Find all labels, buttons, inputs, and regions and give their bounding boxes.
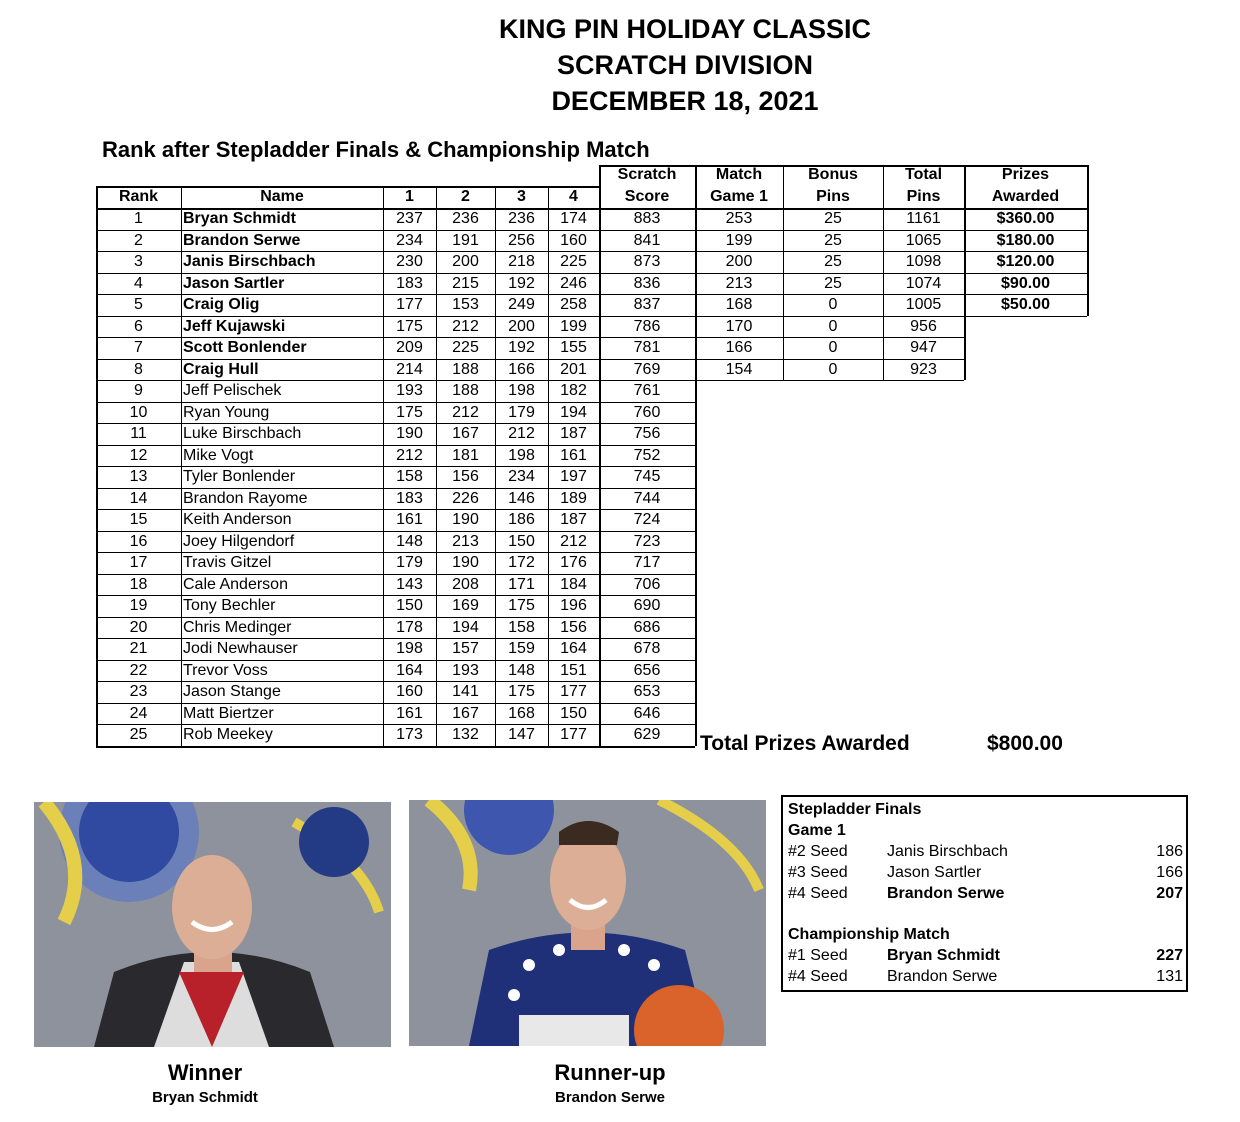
row-game-3: 192 (508, 339, 535, 356)
grid-line (783, 165, 784, 380)
row-game-3: 172 (508, 554, 535, 571)
grid-line (599, 165, 1087, 167)
row-rank: 8 (134, 360, 143, 378)
step-score: 131 (1156, 968, 1183, 985)
row-total: 1098 (905, 253, 942, 270)
grid-line (96, 186, 98, 746)
row-prize: $180.00 (996, 231, 1055, 249)
row-game-2: 167 (452, 704, 479, 722)
row-name: Tony Bechler (183, 597, 276, 614)
row-rank: 22 (129, 661, 148, 679)
row-game-1: 173 (396, 726, 423, 743)
row-scratch: 781 (633, 339, 661, 356)
grid-line (96, 724, 695, 725)
row-game-3: 234 (508, 468, 535, 485)
total-prizes-value: $800.00 (987, 732, 1063, 755)
row-game-4: 164 (560, 640, 587, 657)
header-match-line2: Game 1 (710, 188, 768, 205)
row-game-2: 225 (452, 339, 479, 356)
row-match: 154 (725, 360, 753, 378)
row-game-4: 194 (560, 403, 587, 421)
row-game-1: 198 (396, 640, 423, 657)
row-game-2: 213 (452, 532, 479, 550)
row-game-1: 183 (396, 489, 423, 507)
grid-line (883, 165, 884, 380)
row-game-1: 193 (396, 382, 423, 399)
row-bonus: 25 (824, 231, 842, 249)
row-game-2: 169 (452, 597, 479, 614)
row-game-1: 164 (396, 661, 423, 679)
runner-up-name: Brandon Serwe (554, 1089, 666, 1106)
row-name: Jason Stange (183, 683, 281, 700)
row-game-3: 186 (508, 511, 535, 528)
grid-line (96, 681, 695, 682)
grid-line (96, 552, 695, 553)
row-game-3: 256 (508, 231, 535, 249)
row-scratch: 723 (633, 532, 661, 550)
row-rank: 10 (129, 403, 148, 421)
row-bonus: 25 (824, 253, 842, 270)
row-name: Jodi Newhauser (183, 640, 298, 657)
row-game-1: 160 (396, 683, 423, 700)
header-total-line2: Pins (906, 188, 941, 205)
row-rank: 12 (129, 446, 148, 464)
grid-line (548, 186, 549, 746)
row-total: 1065 (905, 231, 942, 249)
row-name: Ryan Young (183, 403, 270, 421)
row-scratch: 656 (633, 661, 661, 679)
row-game-3: 175 (508, 597, 535, 614)
row-game-1: 175 (396, 403, 423, 421)
row-name: Jeff Kujawski (183, 317, 286, 335)
grid-line (96, 359, 964, 360)
row-match: 200 (725, 253, 753, 270)
row-game-2: 215 (452, 274, 479, 292)
row-game-3: 147 (508, 726, 535, 743)
row-game-4: 246 (560, 274, 587, 292)
row-scratch: 745 (633, 468, 661, 485)
grid-line (436, 186, 437, 746)
row-game-4: 161 (560, 446, 587, 464)
grid-line (96, 316, 1087, 317)
row-game-3: 148 (508, 661, 535, 679)
standings-subtitle: Rank after Stepladder Finals & Championship Match (102, 137, 650, 162)
division-title: SCRATCH DIVISION (556, 50, 813, 80)
header-scratch-line2: Score (624, 188, 670, 205)
row-game-4: 176 (560, 554, 587, 571)
row-game-3: 212 (508, 425, 535, 442)
row-prize: $50.00 (1001, 296, 1050, 313)
row-rank: 7 (134, 339, 143, 356)
row-scratch: 690 (633, 597, 661, 614)
row-game-4: 184 (560, 575, 587, 593)
grid-line (96, 380, 964, 381)
row-name: Trevor Voss (183, 661, 268, 679)
row-game-3: 168 (508, 704, 535, 722)
row-game-1: 237 (396, 210, 423, 227)
header-g4: 4 (569, 188, 578, 205)
grid-line (964, 165, 966, 380)
step-score: 186 (1156, 843, 1183, 860)
row-game-4: 196 (560, 597, 587, 614)
row-total: 1074 (905, 274, 942, 292)
grid-line (96, 574, 695, 575)
step-score: 227 (1156, 947, 1183, 964)
row-rank: 13 (129, 468, 148, 485)
header-prizes-line2: Awarded (991, 188, 1060, 205)
game1-label: Game 1 (788, 822, 846, 839)
row-game-2: 236 (452, 210, 479, 227)
step-name: Jason Sartler (887, 864, 982, 881)
row-name: Mike Vogt (183, 446, 254, 464)
grid-line (96, 488, 695, 489)
row-game-4: 174 (560, 210, 587, 227)
row-match: 168 (725, 296, 753, 313)
row-game-1: 179 (396, 554, 423, 571)
row-scratch: 678 (633, 640, 661, 657)
row-name: Janis Birschbach (183, 253, 316, 270)
grid-line (695, 165, 697, 746)
row-game-3: 192 (508, 274, 535, 292)
grid-line (96, 595, 695, 596)
row-game-2: 157 (452, 640, 479, 657)
grid-line (96, 509, 695, 510)
step-seed: #4 Seed (788, 885, 848, 902)
row-scratch: 744 (633, 489, 661, 507)
row-rank: 3 (134, 253, 143, 270)
row-match: 213 (725, 274, 753, 292)
row-game-4: 150 (560, 704, 587, 722)
row-game-1: 234 (396, 231, 423, 249)
row-scratch: 653 (633, 683, 661, 700)
row-game-1: 212 (396, 446, 423, 464)
row-name: Bryan Schmidt (183, 210, 296, 227)
row-game-2: 194 (452, 618, 479, 636)
row-name: Rob Meekey (183, 726, 273, 743)
championship-label: Championship Match (788, 926, 950, 943)
step-name: Bryan Schmidt (887, 947, 1000, 964)
row-game-3: 146 (508, 489, 535, 507)
row-rank: 11 (130, 425, 147, 442)
grid-line (96, 466, 695, 467)
step-name: Brandon Serwe (887, 968, 998, 985)
row-game-4: 199 (560, 317, 587, 335)
header-match-line1: Match (715, 166, 763, 183)
row-bonus: 0 (828, 296, 838, 313)
row-scratch: 841 (633, 231, 661, 249)
row-game-3: 236 (508, 210, 535, 227)
row-name: Brandon Serwe (183, 231, 301, 249)
row-rank: 2 (134, 231, 143, 249)
row-match: 166 (725, 339, 753, 356)
grid-line (96, 402, 695, 403)
row-rank: 25 (129, 726, 148, 743)
row-game-2: 132 (452, 726, 479, 743)
step-score: 166 (1156, 864, 1183, 881)
grid-line (96, 746, 695, 748)
row-game-2: 181 (452, 446, 479, 464)
header-prizes-line1: Prizes (1001, 166, 1050, 183)
row-scratch: 752 (633, 446, 661, 464)
row-game-1: 143 (396, 575, 423, 593)
step-seed: #4 Seed (788, 968, 848, 985)
winner-photo (34, 802, 391, 1047)
row-game-4: 212 (560, 532, 587, 550)
row-match: 170 (725, 317, 753, 335)
total-prizes-label: Total Prizes Awarded (700, 732, 910, 755)
grid-line (383, 186, 384, 746)
row-game-3: 249 (508, 296, 535, 313)
grid-line (96, 703, 695, 704)
row-match: 199 (725, 231, 753, 249)
winner-name: Bryan Schmidt (152, 1089, 258, 1106)
row-bonus: 25 (824, 210, 842, 227)
row-game-2: 226 (452, 489, 479, 507)
row-name: Brandon Rayome (183, 489, 308, 507)
row-rank: 14 (129, 489, 148, 507)
grid-line (96, 445, 695, 446)
header-scratch-line1: Scratch (617, 166, 677, 183)
event-title: KING PIN HOLIDAY CLASSIC (498, 14, 872, 44)
row-game-1: 175 (396, 317, 423, 335)
row-total: 947 (910, 339, 937, 356)
row-game-4: 156 (560, 618, 587, 636)
row-game-4: 151 (560, 661, 587, 679)
row-scratch: 724 (633, 511, 661, 528)
row-game-3: 158 (508, 618, 535, 636)
step-seed: #1 Seed (788, 947, 848, 964)
row-scratch: 786 (633, 317, 661, 335)
grid-line (96, 617, 695, 618)
step-name: Brandon Serwe (887, 885, 1005, 902)
row-game-1: 183 (396, 274, 423, 292)
row-game-3: 175 (508, 683, 535, 700)
row-rank: 15 (129, 511, 148, 528)
row-rank: 17 (129, 554, 148, 571)
row-total: 1005 (905, 296, 942, 313)
row-game-3: 198 (508, 446, 535, 464)
row-game-2: 188 (452, 360, 479, 378)
row-game-4: 197 (560, 468, 587, 485)
row-game-2: 212 (452, 317, 479, 335)
row-game-4: 187 (560, 425, 587, 442)
row-game-4: 189 (560, 489, 587, 507)
row-game-4: 201 (560, 360, 587, 378)
row-game-3: 179 (508, 403, 535, 421)
runner-up-photo (409, 800, 766, 1046)
row-name: Cale Anderson (183, 575, 288, 593)
row-game-2: 190 (452, 511, 479, 528)
row-game-3: 166 (508, 360, 535, 378)
row-rank: 23 (129, 683, 148, 700)
row-game-3: 159 (508, 640, 535, 657)
row-rank: 21 (129, 640, 148, 657)
stepladder-results (781, 795, 1188, 992)
standings-table (96, 165, 1088, 743)
row-rank: 24 (129, 704, 148, 722)
row-game-2: 153 (452, 296, 479, 313)
row-game-1: 214 (396, 360, 423, 378)
row-rank: 16 (129, 532, 148, 550)
row-game-2: 208 (452, 575, 479, 593)
row-game-1: 209 (396, 339, 423, 356)
row-name: Craig Hull (183, 360, 259, 378)
row-game-4: 160 (560, 231, 587, 249)
row-game-4: 258 (560, 296, 587, 313)
row-name: Joey Hilgendorf (183, 532, 295, 550)
row-scratch: 873 (633, 253, 661, 270)
row-game-3: 171 (508, 575, 535, 593)
row-bonus: 0 (828, 317, 838, 335)
header-name: Name (260, 188, 304, 205)
header-g1: 1 (405, 188, 414, 205)
row-name: Tyler Bonlender (183, 468, 296, 485)
row-bonus: 0 (828, 339, 838, 356)
row-rank: 9 (134, 382, 143, 399)
row-rank: 6 (134, 317, 143, 335)
row-game-3: 198 (508, 382, 535, 399)
header-rank: Rank (118, 188, 159, 205)
row-scratch: 883 (633, 210, 661, 227)
row-game-3: 218 (508, 253, 535, 270)
row-rank: 4 (134, 274, 143, 292)
row-bonus: 0 (828, 360, 838, 378)
grid-line (96, 531, 695, 532)
row-game-4: 177 (560, 726, 587, 743)
row-scratch: 836 (633, 274, 661, 292)
row-game-1: 161 (396, 511, 423, 528)
row-total: 923 (910, 360, 937, 378)
row-scratch: 706 (633, 575, 661, 593)
grid-line (96, 638, 695, 639)
row-total: 956 (910, 317, 937, 335)
row-rank: 20 (129, 618, 148, 636)
row-game-4: 155 (560, 339, 587, 356)
row-game-2: 167 (452, 425, 479, 442)
grid-line (96, 186, 599, 188)
row-game-3: 200 (508, 317, 535, 335)
row-rank: 19 (129, 597, 148, 614)
row-game-4: 177 (560, 683, 587, 700)
event-date: DECEMBER 18, 2021 (551, 86, 819, 116)
row-game-2: 193 (452, 661, 479, 679)
row-prize: $360.00 (996, 210, 1055, 227)
row-rank: 5 (134, 296, 143, 313)
row-name: Craig Olig (183, 296, 260, 313)
row-game-3: 150 (508, 532, 535, 550)
header-bonus-line2: Pins (816, 188, 850, 205)
row-scratch: 756 (633, 425, 661, 442)
step-name: Janis Birschbach (887, 843, 1008, 860)
grid-line (96, 660, 695, 661)
row-game-1: 161 (396, 704, 423, 722)
row-match: 253 (725, 210, 753, 227)
row-name: Travis Gitzel (183, 554, 272, 571)
row-game-2: 188 (452, 382, 479, 399)
row-bonus: 25 (824, 274, 842, 292)
row-name: Matt Biertzer (183, 704, 274, 722)
grid-line (96, 251, 1087, 252)
row-name: Luke Birschbach (183, 425, 302, 442)
winner-caption: Winner (167, 1060, 243, 1085)
step-seed: #3 Seed (788, 864, 848, 881)
grid-line (599, 165, 601, 746)
row-game-4: 225 (560, 253, 587, 270)
row-name: Keith Anderson (183, 511, 292, 528)
row-game-4: 182 (560, 382, 587, 399)
row-game-1: 150 (396, 597, 423, 614)
row-game-4: 187 (560, 511, 587, 528)
row-scratch: 761 (633, 382, 661, 399)
row-game-2: 190 (452, 554, 479, 571)
row-game-1: 148 (396, 532, 423, 550)
grid-line (96, 273, 1087, 274)
row-total: 1161 (906, 210, 941, 227)
row-scratch: 629 (633, 726, 661, 743)
row-rank: 1 (134, 210, 143, 227)
grid-line (96, 208, 1087, 210)
row-name: Jeff Pelischek (183, 382, 282, 399)
row-game-2: 156 (452, 468, 479, 485)
row-game-1: 230 (396, 253, 423, 270)
runner-up-caption: Runner-up (554, 1060, 666, 1085)
grid-line (495, 186, 496, 746)
step-score: 207 (1156, 885, 1183, 902)
row-name: Scott Bonlender (183, 339, 307, 356)
row-rank: 18 (129, 575, 148, 593)
grid-line (96, 423, 695, 424)
row-prize: $120.00 (996, 253, 1055, 270)
row-game-2: 141 (452, 683, 479, 700)
row-game-1: 178 (396, 618, 423, 636)
row-game-2: 200 (452, 253, 479, 270)
grid-line (1087, 165, 1089, 316)
row-scratch: 769 (633, 360, 661, 378)
stepladder-title: Stepladder Finals (788, 801, 922, 818)
row-game-2: 191 (452, 231, 479, 249)
row-game-1: 177 (396, 296, 423, 313)
row-name: Jason Sartler (183, 274, 285, 292)
row-scratch: 717 (633, 554, 661, 571)
row-scratch: 837 (633, 296, 661, 313)
row-game-1: 190 (396, 425, 423, 442)
row-scratch: 686 (633, 618, 661, 636)
row-name: Chris Medinger (183, 618, 292, 636)
row-game-2: 212 (452, 403, 479, 421)
header-total-line1: Total (904, 166, 943, 183)
row-scratch: 646 (633, 704, 661, 722)
header-g2: 2 (461, 188, 470, 205)
row-prize: $90.00 (1001, 274, 1050, 292)
grid-line (96, 294, 1087, 295)
step-seed: #2 Seed (788, 843, 848, 860)
grid-line (96, 337, 964, 338)
header-bonus-line1: Bonus (808, 166, 858, 183)
grid-line (181, 186, 182, 746)
row-game-1: 158 (396, 468, 423, 485)
row-scratch: 760 (633, 403, 661, 421)
grid-line (96, 230, 1087, 231)
header-g3: 3 (517, 188, 526, 205)
